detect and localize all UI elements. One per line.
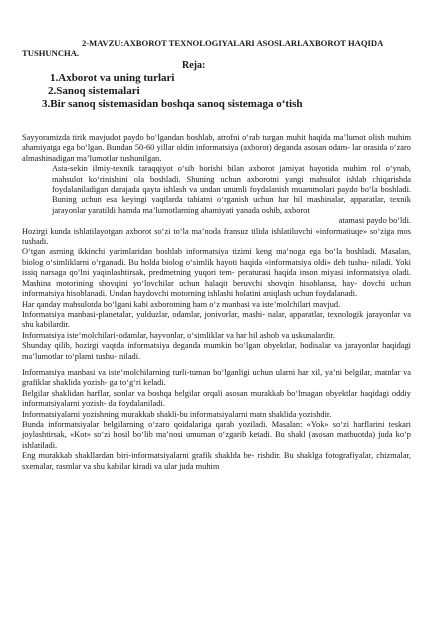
paragraph: Har qanday mahsulotda bo‘lgani kabi axborotning ham o‘z manbasi va iste’molchilari mavjud. [22,299,341,309]
document-body [22,133,411,472]
paragraph: Sayyoramizda tirik mavjudot paydo bo‘lgandan boshlab, atrofni o‘rab turgan muhit haqida ma’lumot olish muhim ahamiyatga ega bo‘lgan. Bundan 50-60 yillar oldin informatsiya (axborot) deganda asosan odam- lar orasida o‘zaro almashinadigan ma’lumotlar tushunilgan. [22,133,411,163]
plan-item-1: 1.Axborot va uning turlari [50,72,175,84]
paragraph: atamasi paydo bo‘ldi. [338,216,411,226]
paragraph: Informatsiya manbasi-planetalar, yulduzlar, odamlar, jonivorlar, mashi- nalar, apparatlar, texnologik jarayonlar va shu kabilardir. [22,309,411,330]
paragraph: Belgilar shaklidan harflar, sonlar va boshqa belgilar orqali asosan murakkab bo‘lmagan obyektlar haqidagi oddiy informatsiyalarni yozish- da foydalaniladi. [22,388,411,409]
paragraph: Eng murakkab shakllardan biri-informatsiyalarni grafik shaklda be- rishdir. Bu shaklga fotografiyalar, chizmalar, sxemalar, rasmlar va shu kabilar kiradi va ular juda muhim [22,451,411,471]
paragraph: Asta-sekin ilmiy-texnik taraqqiyot o‘sib borishi bilan axborot jamiyat hayotida muhim rol o‘ynab, mahsulot ko‘rinishini ola boshladi. Shuning uchun axborotni yangi mahsulot ishlab chiqarishda foydalaniladigan darajada qayta ishlash va undan unumli foydalanish muammolari paydo bo‘la boshladi. Buning uchun esa keyingi vaqtlarda tabiatni o‘rganish uchun har hil mashinalar, apparatlar, texnik jarayonlar yaratildi hamda ma’lumotlarning ahamiyati yanada oshib, axborot [52,164,411,215]
document-title: 2-MAVZU:AXBOROT TEXNOLOGIYALARI ASOSLARI.AXBOROT HAQIDA TUSHUNCHA. [22,38,383,58]
paragraph: Informatsiyalarni yozishning murakkab shakli-bu informatsiyalarni matn shaklida yozishdir. [22,409,332,419]
paragraph: Hozirgi kunda ishlatilayotgan axborot so‘zi to‘la ma’noda fransuz tilida ishlatiluvchi «informatiuqe» so‘ziga mos tushadi. [22,226,411,247]
paragraph: Informatsiya manbasi va iste’molchilarning turli-tuman bo‘lganligi uchun ularni har xil, ya’ni belgilar, matnlar va grafiklar shaklida yozish- ga to‘g‘ri keladi. [22,367,411,388]
paragraph: O‘tgan asrning ikkinchi yarimlaridan boshlab informatsiya tizimi keng ma’noga ega bo‘la boshladi. Masalan, biolog o‘simliklarni o‘rganadi. Bu holda biolog o‘simlik hayoti haqida «informatsiya oldi» deb tushu- niladi. Yoki issiq narsaga qo‘lni yaqinlashtirsak, predmetning yuqori tem- peraturasi haqida inson miyasi informatsiya oladi. Mashina motorining shovqini yo‘lovchilar uchun halaqit beruvchi shovqin hisoblansa, hay- dovchi uchun informatsiya hisoblanadi. Undan haydovchi motorning ishlashi holatini aniqlash uchun foydalanadi. [22,247,411,299]
paragraph: Informatsiya iste’molchilari-odamlar, hayvonlar, o‘simliklar va har hil asbob va uskunalardir. [22,330,335,340]
paragraph: Shunday qilib, hozirgi vaqtda informatsiya deganda mumkin bo‘lgan obyektlar, hodisalar va jarayonlar haqidagi ma’lumotlar to‘plami tushu- niladi. [22,341,411,361]
plan-item-3: 3.Bir sanoq sistemasidan boshqa sanoq sistemaga o‘tish [42,98,303,110]
paragraph: Bunda informatsiyalar belgilarning o‘zaro qoidalariga qarab yoziladi. Masalan: «Yok» so‘zi harflarini teskari joylashtirsak, «Kot» so‘zi hosil bo‘lib ma’nosi umuman o‘zgarib ketadi. Bu shakl (asosan matbuotda) juda ko‘p ishlatiladi. [22,419,411,450]
plan-item-2: 2.Sanoq sistemalari [48,85,140,97]
plan-heading: Reja: [182,60,206,71]
